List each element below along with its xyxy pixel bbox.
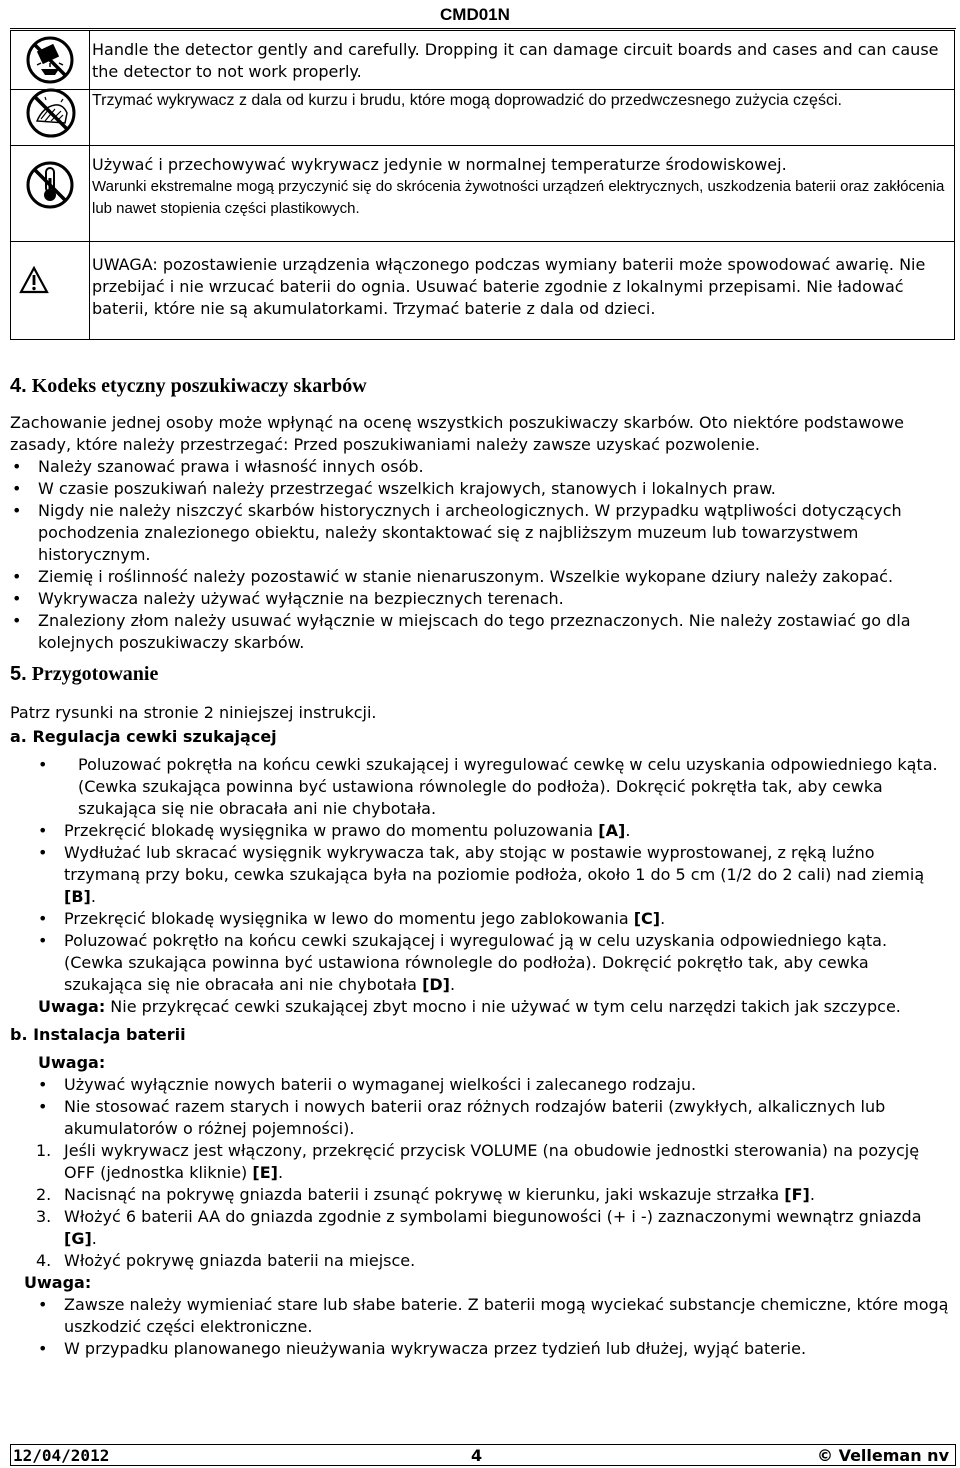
caution-cell-text bbox=[90, 242, 955, 340]
section-5-number: 5. bbox=[10, 663, 27, 685]
section-5-intro: Patrz rysunki na stronie 2 niniejszej instrukcji. bbox=[10, 703, 377, 722]
list-item bbox=[10, 908, 950, 930]
step-end: . bbox=[277, 1163, 284, 1182]
battery-note-label: Uwaga: bbox=[38, 1053, 106, 1072]
figure-ref: [F] bbox=[784, 1185, 810, 1204]
footer-date: 12/04/2012 bbox=[13, 1446, 110, 1465]
list-item bbox=[10, 930, 950, 996]
dust-warning-text: Trzymać wykrywacz z dala od kurzu i brudu, które mogą doprowadzić do przedwczesnego zużycia części. bbox=[92, 92, 842, 109]
no-drop-cell bbox=[11, 31, 90, 90]
figure-ref: [C] bbox=[633, 909, 661, 928]
list-item bbox=[10, 1184, 950, 1206]
no-dust-icon bbox=[25, 87, 77, 139]
section-4-list bbox=[10, 456, 950, 654]
temperature-warning-text-2: Warunki ekstremalne mogą przyczynić się do skrócenia żywotności urządzeń elektrycznych, uszkodzenia baterii oraz zakłócenia lub nawet stopienia części plastikowych. bbox=[92, 178, 945, 217]
subsection-b-title: b. Instalacja baterii bbox=[10, 1025, 186, 1044]
page-number: 4 bbox=[471, 1446, 483, 1465]
header-rule bbox=[10, 28, 956, 29]
list-item-end: . bbox=[660, 909, 666, 928]
list-item bbox=[10, 1206, 950, 1250]
list-item: • W czasie poszukiwań należy przestrzegać wszelkich krajowych, stanowych i lokalnych praw. bbox=[10, 478, 950, 500]
list-item: • Zawsze należy wymieniać stare lub słabe baterie. Z baterii mogą wyciekać substancje chemiczne, które mogą uszkodzić części elektroniczne. bbox=[10, 1294, 950, 1338]
section-4-intro: Zachowanie jednej osoby może wpłynąć na ocenę wszystkich poszukiwaczy skarbów. Oto niektóre podstawowe zasady, które należy przestrzegać: Przed poszukiwaniami należy zawsze uzyskać pozwolenie. bbox=[10, 413, 905, 454]
list-item-text: Poluzować pokrętło na końcu cewki szukającej i wyregulować ją w celu uzyskania odpowiedniego kąta. (Cewka szukająca powinna być ustawiona równolegle do podłoża). Dokręcić pokrętło tak, aby cewka szukająca się nie obracała ani nie chybotała bbox=[64, 931, 888, 994]
caution-cell bbox=[11, 242, 90, 340]
figure-ref: [G] bbox=[64, 1229, 92, 1248]
step-end: . bbox=[809, 1185, 815, 1204]
list-item bbox=[10, 1140, 950, 1184]
warning-triangle-icon bbox=[19, 266, 49, 294]
battery-note2-label: Uwaga: bbox=[24, 1273, 92, 1292]
list-item-end: . bbox=[90, 887, 96, 906]
section-4-title: Kodeks etyczny poszukiwaczy skarbów bbox=[31, 375, 367, 397]
subsection-a-title: a. Regulacja cewki szukającej bbox=[10, 727, 277, 746]
safety-warnings-table bbox=[10, 30, 955, 340]
temperature-warning-cell bbox=[90, 146, 955, 242]
page-footer bbox=[10, 1444, 956, 1466]
thermometer-icon bbox=[25, 160, 75, 210]
section-4-number: 4. bbox=[10, 375, 27, 397]
list-item: • Używać wyłącznie nowych baterii o wymaganej wielkości i zalecanego rodzaju. bbox=[10, 1074, 950, 1096]
list-item: • Poluzować pokrętła na końcu cewki szukającej i wyregulować cewkę w celu uzyskania odpowiedniego kąta. (Cewka szukająca powinna być ustawiona równolegle do podłoża). Dokręcić pokrętła tak, aby cewka szukająca się nie obracała ani nie chybotała. bbox=[10, 754, 950, 820]
handle-warning-cell bbox=[90, 31, 955, 90]
dust-warning-cell bbox=[90, 90, 955, 146]
figure-ref: [D] bbox=[422, 975, 450, 994]
temperature-warning-text-1: Używać i przechowywać wykrywacz jedynie w normalnej temperaturze środowiskowej. bbox=[92, 155, 787, 174]
section-4-heading bbox=[10, 372, 950, 400]
step-end: . bbox=[91, 1229, 97, 1248]
list-item: • Nie stosować razem starych i nowych baterii oraz różnych rodzajów baterii (zwykłych, alkalicznych lub akumulatorów o różnej pojemności). bbox=[10, 1096, 950, 1140]
note-label: Uwaga: bbox=[38, 997, 106, 1016]
list-item-text: Wydłużać lub skracać wysięgnik wykrywacza tak, aby stojąc w postawie wyprostowanej, z ręką luźno trzymaną przy boku, cewka szukająca była na poziomie podłoża, około 1 do 5 cm (1/2 do 2 cali) nad ziemią bbox=[64, 843, 925, 884]
footer-copyright: © Velleman nv bbox=[817, 1446, 949, 1465]
list-item bbox=[10, 820, 950, 842]
coil-adjust-note bbox=[10, 996, 950, 1018]
step-text: Nacisnąć na pokrywę gniazda baterii i zsunąć pokrywę w kierunku, jaki wskazuje strzałka bbox=[64, 1185, 785, 1204]
handle-warning-text: Handle the detector gently and carefully. Dropping it can damage circuit boards and cases and can cause the detector to not work properly. bbox=[92, 40, 939, 81]
battery-note-list bbox=[10, 1074, 950, 1140]
battery-steps-list bbox=[10, 1140, 950, 1272]
section-5-heading bbox=[10, 660, 950, 688]
temperature-cell bbox=[11, 146, 90, 242]
step-number: 2. bbox=[36, 1185, 52, 1204]
section-5-title: Przygotowanie bbox=[31, 663, 159, 685]
list-item: • Wykrywacza należy używać wyłącznie na bezpiecznych terenach. bbox=[10, 588, 950, 610]
caution-text: UWAGA: pozostawienie urządzenia włączonego podczas wymiany baterii może spowodować awarię. Nie przebijać i nie wrzucać baterii do ognia. Usuwać baterie zgodnie z lokalnymi przepisami. Nie ładować baterii, które nie są akumulatorkami. Trzymać baterie z dala od dzieci. bbox=[92, 255, 926, 318]
main-content bbox=[10, 368, 950, 1360]
list-item-end: . bbox=[625, 821, 631, 840]
list-item bbox=[10, 1250, 950, 1272]
step-text: Jeśli wykrywacz jest włączony, przekręcić przycisk VOLUME (na obudowie jednostki sterowania) na pozycję OFF (jednostka kliknie) bbox=[64, 1141, 920, 1182]
step-number: 4. bbox=[36, 1251, 52, 1270]
no-drop-icon bbox=[25, 35, 75, 85]
list-item: • Znaleziony złom należy usuwać wyłącznie w miejscach do tego przeznaczonych. Nie należy zostawiać go dla kolejnych poszukiwaczy skarbów. bbox=[10, 610, 950, 654]
coil-adjust-first-list bbox=[10, 754, 950, 820]
battery-note2-list bbox=[10, 1294, 950, 1360]
figure-ref: [B] bbox=[64, 887, 91, 906]
coil-adjust-list bbox=[10, 820, 950, 996]
figure-ref: [E] bbox=[252, 1163, 278, 1182]
step-text: Włożyć 6 baterii AA do gniazda zgodnie z symbolami biegunowości (+ i -) zaznaczonymi wewnątrz gniazda bbox=[64, 1207, 922, 1226]
list-item: • Ziemię i roślinność należy pozostawić w stanie nienaruszonym. Wszelkie wykopane dziury należy zakopać. bbox=[10, 566, 950, 588]
list-item-text: Przekręcić blokadę wysięgnika w prawo do momentu poluzowania bbox=[64, 821, 599, 840]
document-code: CMD01N bbox=[440, 5, 510, 24]
note-text: Nie przykręcać cewki szukającej zbyt mocno i nie używać w tym celu narzędzi takich jak szczypce. bbox=[105, 997, 901, 1016]
figure-ref: [A] bbox=[598, 821, 626, 840]
step-number: 3. bbox=[36, 1207, 52, 1226]
list-item: • Należy szanować prawa i własność innych osób. bbox=[10, 456, 950, 478]
no-dust-cell bbox=[11, 90, 90, 146]
step-text: Włożyć pokrywę gniazda baterii na miejsce. bbox=[64, 1251, 416, 1270]
step-number: 1. bbox=[36, 1141, 52, 1160]
list-item: • Nigdy nie należy niszczyć skarbów historycznych i archeologicznych. W przypadku wątpliwości dotyczących pochodzenia znalezionego obiektu, należy skontaktować się z najbliższym muzeum lub towarzystwem historycznym. bbox=[10, 500, 950, 566]
list-item bbox=[10, 842, 950, 908]
list-item-end: . bbox=[449, 975, 456, 994]
list-item-text: Przekręcić blokadę wysięgnika w lewo do momentu jego zablokowania bbox=[64, 909, 634, 928]
list-item: • W przypadku planowanego nieużywania wykrywacza przez tydzień lub dłużej, wyjąć baterie. bbox=[10, 1338, 950, 1360]
